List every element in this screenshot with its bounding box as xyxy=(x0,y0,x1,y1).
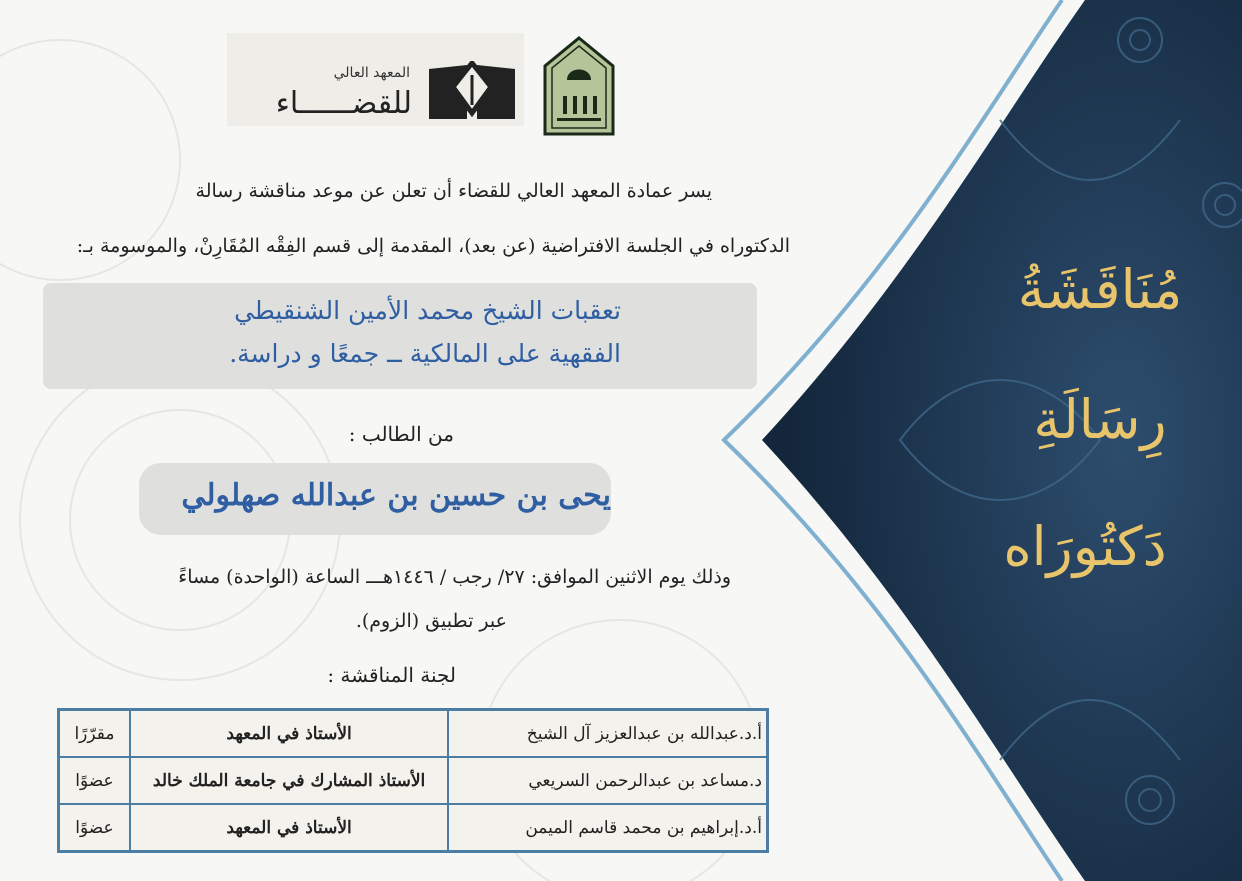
member-name: د.مساعد بن عبدالرحمن السريعي xyxy=(448,757,767,804)
member-title: الأستاذ في المعهد xyxy=(130,710,448,758)
institute-name-large: للقضــــــاء xyxy=(275,86,412,121)
committee-table xyxy=(57,708,769,853)
announcement-line-2: الدكتوراه في الجلسة الافتراضية (عن بعد)، المقدمة إلى قسم الفِقْه المُقَارِنْ، والموسومة بـ: xyxy=(76,235,790,257)
table-row xyxy=(59,804,768,852)
schedule-date-line: وذلك يوم الاثنين الموافق: ٢٧/ رجب / ١٤٤٦هـــ الساعة (الواحدة) مساءً xyxy=(178,566,731,588)
committee-label: لجنة المناقشة : xyxy=(327,663,456,687)
member-role: مقرّرًا xyxy=(59,710,130,758)
member-title: الأستاذ في المعهد xyxy=(130,804,448,852)
open-book-logo-icon xyxy=(427,61,517,123)
student-name: يحى بن حسين بن عبدالله صهلولي xyxy=(181,478,611,513)
member-name: أ.د.عبدالله بن عبدالعزيز آل الشيخ xyxy=(448,710,767,758)
table-row xyxy=(59,710,768,758)
imam-university-logo-icon xyxy=(543,36,615,136)
big-title-line-3: دَكتُورَاه xyxy=(1003,515,1167,578)
table-row xyxy=(59,757,768,804)
member-role: عضوًا xyxy=(59,804,130,852)
member-role: عضوًا xyxy=(59,757,130,804)
announcement-line-1: يسر عمادة المعهد العالي للقضاء أن تعلن عن موعد مناقشة رسالة xyxy=(195,180,712,202)
thesis-title-line-1: تعقبات الشيخ محمد الأمين الشنقيطي xyxy=(234,296,621,325)
thesis-title-line-2: الفقهية على المالكية ــ جمعًا و دراسة. xyxy=(229,339,621,368)
big-title-line-2: رِسَالَةِ xyxy=(1033,388,1167,451)
schedule-via-line: عبر تطبيق (الزوم). xyxy=(355,610,507,632)
student-label: من الطالب : xyxy=(348,422,454,446)
institute-name-small: المعهد العالي xyxy=(333,65,410,81)
member-title: الأستاذ المشارك في جامعة الملك خالد xyxy=(130,757,448,804)
big-title-line-1: مُنَاقَشَةُ xyxy=(1017,258,1183,321)
member-name: أ.د.إبراهيم بن محمد قاسم الميمن xyxy=(448,804,767,852)
